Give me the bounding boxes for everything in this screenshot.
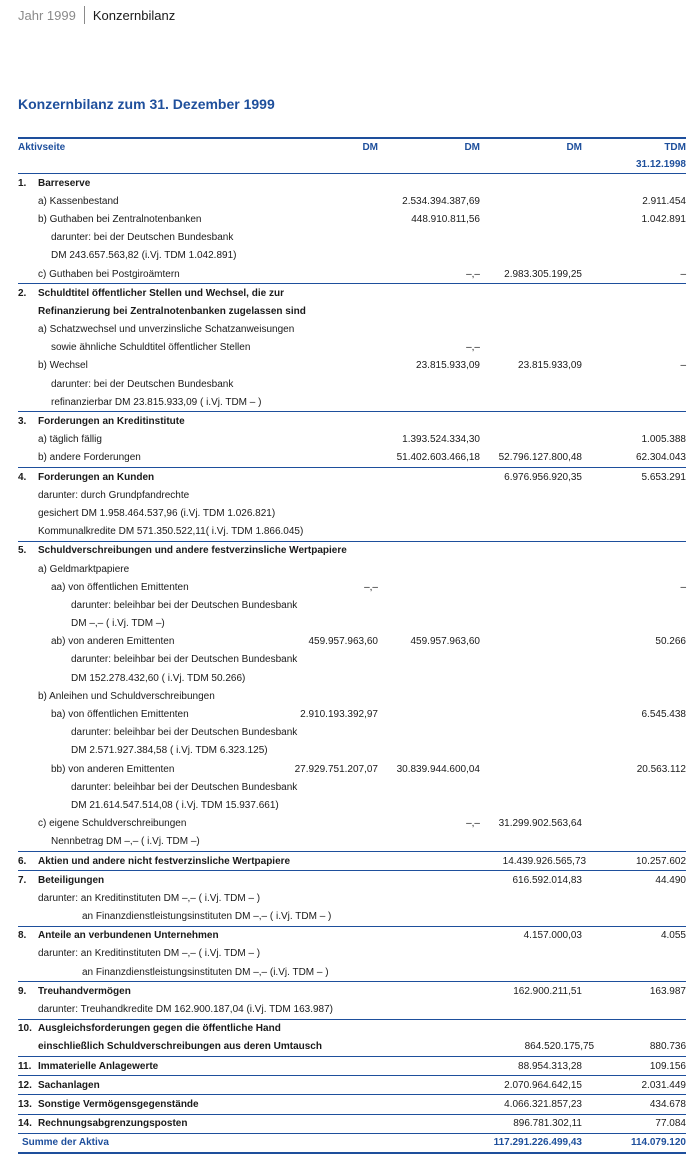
row-text: Kommunalkredite DM 571.350.522,11( i.Vj. TDM 1.866.045) <box>38 526 304 538</box>
column-header-row <box>18 139 686 156</box>
row-text: DM –,– ( i.Vj. TDM –) <box>71 618 165 630</box>
row-label <box>18 618 274 629</box>
table-row <box>18 615 686 633</box>
table-row <box>18 669 686 687</box>
row-text: einschließlich Schuldverschreibungen aus deren Umtausch <box>38 1041 322 1053</box>
row-text: a) Schatzwechsel und unverzinsliche Schatzanweisungen <box>38 324 295 336</box>
row-label <box>18 1118 274 1129</box>
total-value-dm: 117.291.226.499,43 <box>493 1137 582 1149</box>
row-text: gesichert DM 1.958.464.537,96 (i.Vj. TDM 1.026.821) <box>38 507 276 519</box>
row-text: refinanzierbar DM 23.815.933,09 ( i.Vj. TDM – ) <box>51 396 262 408</box>
table-row <box>18 411 686 430</box>
row-number: 2. <box>18 287 27 299</box>
row-number: 6. <box>18 855 27 867</box>
column-header-dm-1: DM <box>362 142 378 153</box>
row-value-c4: 6.545.438 <box>641 709 686 721</box>
row-number: 5. <box>18 545 27 557</box>
row-label <box>18 379 274 390</box>
document-title: Konzernbilanz zum 31. Dezember 1999 <box>18 96 275 112</box>
row-value-c2: –,– <box>466 268 480 280</box>
row-text: Nennbetrag DM –,– ( i.Vj. TDM –) <box>51 836 200 848</box>
table-row <box>18 449 686 467</box>
row-label <box>18 1080 274 1091</box>
table-row <box>18 926 686 945</box>
header-separator <box>84 6 85 24</box>
row-number: 4. <box>18 471 27 483</box>
table-row <box>18 1094 686 1113</box>
row-text: darunter: an Kreditinstituten DM –,– ( i.Vj. TDM – ) <box>38 892 261 904</box>
row-value-c4: 77.084 <box>655 1118 686 1130</box>
row-value-c2: 23.815.933,09 <box>416 360 480 372</box>
row-text: darunter: beleihbar bei der Deutschen Bundesbank <box>71 781 298 793</box>
row-value-c4: 20.563.112 <box>636 763 686 775</box>
row-value-c2: 459.957.963,60 <box>410 636 480 648</box>
table-row <box>18 283 686 302</box>
row-value-c2: 1.393.524.334,30 <box>402 434 480 446</box>
row-value-c2: 2.534.394.387,69 <box>402 195 480 207</box>
row-label <box>18 764 274 775</box>
table-row <box>18 633 686 651</box>
row-value-c4: – <box>680 360 686 372</box>
row-text: Sachanlagen <box>38 1079 100 1091</box>
table-row <box>18 724 686 742</box>
row-value-c4: 2.911.454 <box>642 195 686 207</box>
row-text: darunter: bei der Deutschen Bundesbank <box>51 378 234 390</box>
row-text: an Finanzdienstleistungsinstituten DM –,– (i.Vj. TDM – ) <box>82 966 329 978</box>
row-number: 9. <box>18 985 27 997</box>
row-label <box>18 342 274 353</box>
table-row <box>18 247 686 265</box>
row-text: DM 243.657.563,82 (i.Vj. TDM 1.042.891) <box>51 250 237 262</box>
row-value-c3: 896.781.302,11 <box>513 1118 582 1130</box>
row-text: Barreserve <box>38 177 91 189</box>
row-text: Aktien und andere nicht festverzinsliche Wertpapiere <box>38 855 291 867</box>
table-row <box>18 908 686 926</box>
row-text: Forderungen an Kunden <box>38 471 155 483</box>
row-text: Schuldverschreibungen und andere festverzinsliche Wertpapiere <box>38 545 347 557</box>
row-label <box>18 930 274 941</box>
row-label <box>18 288 284 299</box>
row-label <box>18 434 274 445</box>
table-row <box>18 486 686 504</box>
table-row <box>18 523 686 541</box>
row-value-c2: 448.910.811,56 <box>411 213 480 225</box>
running-header <box>18 6 175 24</box>
row-label <box>18 673 274 684</box>
row-text: an Finanzdienstleistungsinstituten DM –,– ( i.Vj. TDM – ) <box>82 911 332 923</box>
balance-sheet-table <box>18 137 686 1154</box>
table-row <box>18 265 686 283</box>
row-number: 3. <box>18 416 27 428</box>
row-text: Anteile an verbundenen Unternehmen <box>38 930 219 942</box>
row-value-c3: 616.592.014,83 <box>512 874 582 886</box>
table-row <box>18 1000 686 1018</box>
table-row <box>18 560 686 578</box>
table-row <box>18 833 686 851</box>
column-header-tdm: TDM <box>664 142 686 153</box>
table-row <box>18 760 686 778</box>
row-value-c4: – <box>680 581 686 593</box>
row-label <box>18 472 274 483</box>
row-text: a) Kassenbestand <box>38 195 119 207</box>
row-label <box>18 1099 274 1110</box>
row-value-c3: 864.520.175,75 <box>524 1041 595 1053</box>
row-label <box>18 1041 322 1052</box>
row-value-c2: –,– <box>466 342 480 354</box>
row-value-c3: 52.796.127.800,48 <box>498 452 582 464</box>
row-label <box>18 196 274 207</box>
row-value-c3: 4.066.321.857,23 <box>504 1098 582 1110</box>
total-row <box>18 1133 686 1154</box>
row-value-c3: 2.983.305.199,25 <box>504 268 582 280</box>
row-value-c4: 434.678 <box>649 1098 686 1110</box>
table-row <box>18 339 686 357</box>
row-label <box>18 397 274 408</box>
total-label-text: Summe der Aktiva <box>22 1137 109 1149</box>
row-value-c4: 62.304.043 <box>635 452 686 464</box>
row-label <box>18 856 290 867</box>
row-label <box>18 508 275 519</box>
row-text: DM 152.278.432,60 ( i.Vj. TDM 50.266) <box>71 672 246 684</box>
row-text: b) andere Forderungen <box>38 452 141 464</box>
row-text: b) Guthaben bei Zentralnotenbanken <box>38 213 202 225</box>
row-value-c4: 1.042.891 <box>641 213 686 225</box>
table-row <box>18 393 686 411</box>
row-value-c4: 2.031.449 <box>641 1079 686 1091</box>
row-label <box>18 416 274 427</box>
row-value-c3: 88.954.313,28 <box>518 1060 582 1072</box>
row-label <box>18 545 347 556</box>
table-row <box>18 596 686 614</box>
row-label <box>18 948 274 959</box>
row-label <box>18 745 274 756</box>
row-text: darunter: an Kreditinstituten DM –,– ( i.Vj. TDM – ) <box>38 948 261 960</box>
row-value-c4: – <box>680 268 686 280</box>
table-body <box>18 174 686 1133</box>
row-value-c4: 44.490 <box>655 874 686 886</box>
row-text: a) täglich fällig <box>38 434 102 446</box>
row-label <box>18 875 274 886</box>
column-header-dm-3: DM <box>566 142 582 153</box>
row-text: sowie ähnliche Schuldtitel öffentlicher Stellen <box>51 342 251 354</box>
row-text: darunter: beleihbar bei der Deutschen Bundesbank <box>71 727 298 739</box>
row-label <box>18 564 274 575</box>
row-label <box>18 490 274 501</box>
row-number: 14. <box>18 1118 32 1130</box>
row-value-c3: 14.439.926.565,73 <box>502 855 587 867</box>
column-header-label: Aktivseite <box>18 142 66 153</box>
row-label <box>18 269 274 280</box>
row-text: ab) von anderen Emittenten <box>51 636 175 648</box>
row-number: 10. <box>18 1023 32 1035</box>
row-label <box>18 911 331 922</box>
header-year: Jahr 1999 <box>18 7 76 23</box>
row-label <box>18 709 274 720</box>
row-label <box>18 214 274 225</box>
header-section: Konzernbilanz <box>92 7 176 23</box>
row-value-c2: 30.839.944.600,04 <box>396 763 480 775</box>
column-header-subrow <box>18 156 686 174</box>
row-text: bb) von anderen Emittenten <box>51 763 175 775</box>
row-value-c3: 4.157.000,03 <box>523 930 582 942</box>
row-label <box>18 360 274 371</box>
row-text: darunter: beleihbar bei der Deutschen Bundesbank <box>71 654 298 666</box>
table-row <box>18 870 686 889</box>
row-label <box>18 654 297 665</box>
row-text: DM 2.571.927.384,58 ( i.Vj. TDM 6.323.125) <box>71 745 268 757</box>
row-value-c3: 2.070.964.642,15 <box>504 1079 582 1091</box>
table-row <box>18 357 686 375</box>
row-value-c3: 162.900.211,51 <box>513 985 582 997</box>
row-label <box>18 818 274 829</box>
row-value-c2: 51.402.603.466,18 <box>396 452 480 464</box>
row-number: 7. <box>18 874 27 886</box>
row-label <box>18 893 274 904</box>
row-text: darunter: Treuhandkredite DM 162.900.187,04 (i.Vj. TDM 163.987) <box>38 1004 333 1016</box>
table-row <box>18 541 686 560</box>
row-label <box>18 636 274 647</box>
row-text: Refinanzierung bei Zentralnotenbanken zugelassen sind <box>38 305 306 317</box>
row-number: 13. <box>18 1098 32 1110</box>
table-row <box>18 1075 686 1094</box>
row-label <box>18 1023 281 1034</box>
table-row <box>18 504 686 522</box>
row-label <box>18 178 274 189</box>
row-value-c4: 10.257.602 <box>635 855 687 867</box>
row-text: darunter: beleihbar bei der Deutschen Bundesbank <box>71 599 298 611</box>
row-value-c4: 163.987 <box>649 985 686 997</box>
table-row <box>18 229 686 247</box>
row-text: Rechnungsabgrenzungsposten <box>38 1118 188 1130</box>
row-value-c2: –,– <box>466 818 480 830</box>
table-row <box>18 321 686 339</box>
table-row <box>18 705 686 723</box>
row-number: 8. <box>18 930 27 942</box>
table-row <box>18 981 686 1000</box>
table-row <box>18 963 686 981</box>
table-row <box>18 851 686 870</box>
column-header-dm-2: DM <box>464 142 480 153</box>
table-row <box>18 210 686 228</box>
row-text: Treuhandvermögen <box>38 985 131 997</box>
row-label <box>18 782 297 793</box>
row-text: Beteiligungen <box>38 874 105 886</box>
row-label <box>18 306 306 317</box>
row-value-c1: 459.957.963,60 <box>308 636 378 648</box>
row-value-c4: 109.156 <box>649 1060 686 1072</box>
row-text: ba) von öffentlichen Emittenten <box>51 709 189 721</box>
row-value-c1: 27.929.751.207,07 <box>294 763 378 775</box>
table-row <box>18 578 686 596</box>
table-row <box>18 778 686 796</box>
table-row <box>18 1019 686 1038</box>
row-value-c3: 6.976.956.920,35 <box>504 471 582 483</box>
column-header-prior-date: 31.12.1998 <box>635 159 686 170</box>
table-row <box>18 1114 686 1133</box>
table-row <box>18 889 686 907</box>
row-value-c3: 23.815.933,09 <box>518 360 582 372</box>
row-text: darunter: bei der Deutschen Bundesbank <box>51 232 234 244</box>
table-row <box>18 1038 686 1056</box>
row-label <box>18 967 329 978</box>
row-label <box>18 1004 333 1015</box>
row-value-c4: 5.653.291 <box>641 471 686 483</box>
row-value-c4: 880.736 <box>649 1041 687 1053</box>
row-label <box>18 836 274 847</box>
row-label <box>18 986 274 997</box>
table-row <box>18 174 686 192</box>
row-label <box>18 452 274 463</box>
row-label <box>18 526 303 537</box>
table-row <box>18 945 686 963</box>
row-label <box>18 600 297 611</box>
row-text: b) Wechsel <box>38 360 88 372</box>
table-row <box>18 687 686 705</box>
table-row <box>18 796 686 814</box>
row-text: aa) von öffentlichen Emittenten <box>51 581 189 593</box>
row-label <box>18 691 274 702</box>
table-row <box>18 1056 686 1075</box>
row-number: 1. <box>18 177 27 189</box>
row-text: Sonstige Vermögensgegenstände <box>38 1098 199 1110</box>
table-row <box>18 742 686 760</box>
table-row <box>18 467 686 486</box>
row-text: Immaterielle Anlagewerte <box>38 1060 159 1072</box>
table-row <box>18 431 686 449</box>
row-text: b) Anleihen und Schuldverschreibungen <box>38 690 215 702</box>
row-text: DM 21.614.547.514,08 ( i.Vj. TDM 15.937.661) <box>71 799 279 811</box>
table-row <box>18 815 686 833</box>
row-text: Forderungen an Kreditinstitute <box>38 416 185 428</box>
row-text: a) Geldmarktpapiere <box>38 563 130 575</box>
table-row <box>18 192 686 210</box>
row-value-c4: 50.266 <box>655 636 686 648</box>
row-label <box>18 800 279 811</box>
row-number: 11. <box>18 1060 32 1072</box>
row-text: c) Guthaben bei Postgiroämtern <box>38 268 180 280</box>
row-label <box>18 324 294 335</box>
row-value-c4: 1.005.388 <box>641 434 686 446</box>
table-row <box>18 302 686 320</box>
row-text: darunter: durch Grundpfandrechte <box>38 489 190 501</box>
row-value-c1: –,– <box>364 581 378 593</box>
total-value-tdm: 114.079.120 <box>630 1137 686 1149</box>
row-text: Schuldtitel öffentlicher Stellen und Wechsel, die zur <box>38 287 284 299</box>
row-value-c3: 31.299.902.563,64 <box>498 818 582 830</box>
row-label <box>18 727 297 738</box>
row-text: c) eigene Schuldverschreibungen <box>38 818 187 830</box>
row-number: 12. <box>18 1079 32 1091</box>
row-value-c4: 4.055 <box>660 930 686 942</box>
row-label <box>18 232 274 243</box>
row-label <box>18 582 274 593</box>
row-value-c1: 2.910.193.392,97 <box>300 709 378 721</box>
row-label <box>18 250 274 261</box>
table-row <box>18 375 686 393</box>
row-text: Ausgleichsforderungen gegen die öffentliche Hand <box>38 1023 281 1035</box>
table-row <box>18 651 686 669</box>
row-label <box>18 1061 274 1072</box>
total-label <box>18 1137 274 1148</box>
